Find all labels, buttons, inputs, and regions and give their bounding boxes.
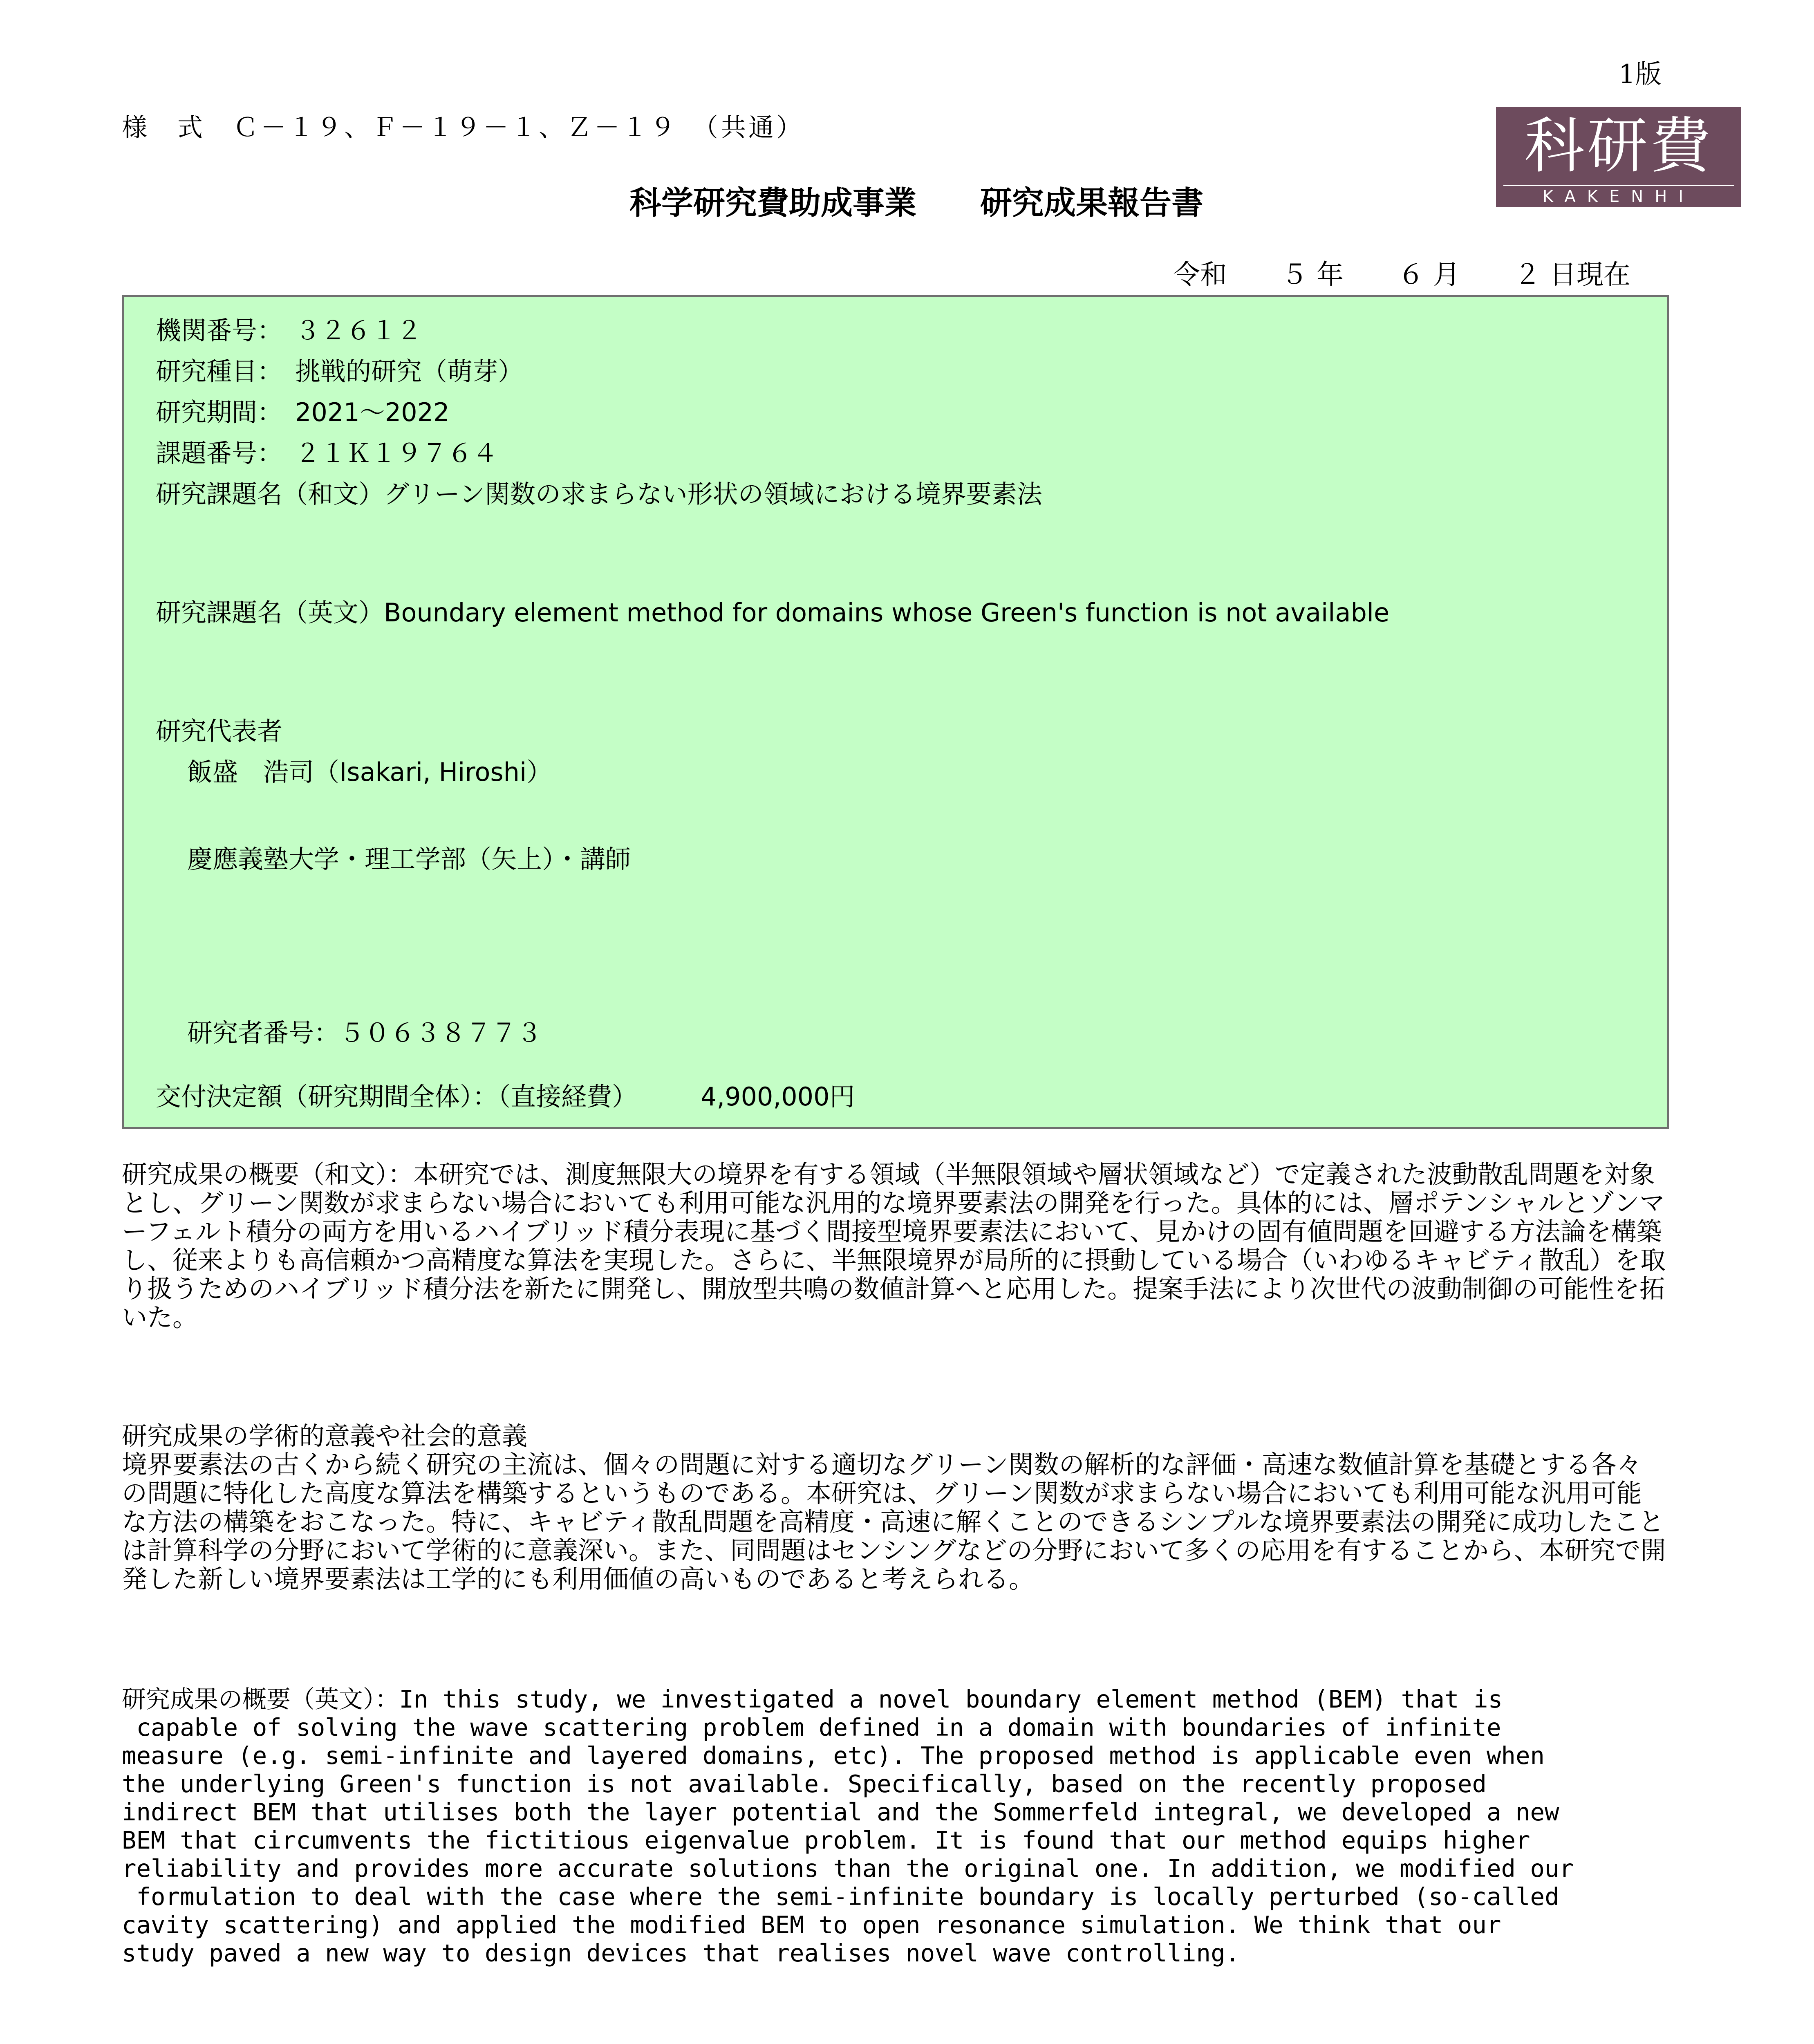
logo-sub-text: KAKENHI — [1503, 185, 1734, 205]
summary-english: 研究成果の概要（英文）：In this study, we investigated a novel boundary element method (BEM) that is capable of solving the wave scattering problem defined in a domain with boundaries of infinite measure (e.g. semi-infinite and layered domains, etc). The proposed method is applicable even when the underlying Green's function is not available. Specifically, based on the recently proposed indirect BEM that utilises both the layer potential and the Sommerfeld integral, we developed a new BEM that circumvents the fictitious eigenvalue problem. It is found that our method equips higher reliability and provides more accurate solutions than the original one. In addition, we modified our formulation to deal with the case where the semi-infinite boundary is locally perturbed (so-called cavity scattering) and applied the modified BEM to open resonance simulation. We think that our study paved a new way to design devices that realises novel wave controlling. — [122, 1685, 1574, 1967]
report-title: 科学研究費助成事業 研究成果報告書 — [629, 185, 1204, 222]
representative-label: 研究代表者 — [156, 716, 283, 746]
affiliation: 慶應義塾大学・理工学部（矢上）・講師 — [187, 844, 631, 874]
institution-number: 機関番号： ３２６１２ — [156, 316, 422, 345]
significance-section: 研究成果の学術的意義や社会的意義 境界要素法の古くから続く研究の主流は、個々の問題に対する適切なグリーン関数の解析的な評価・高速な数値計算を基礎とする各々の問題に特化した高度な算法を構築するというものである。本研究は、グリーン関数が求まらない場合においても利用可能な汎用可能な方法の構築をおこなった。特に、キャビティ散乱問題を高精度・高速に解くことのできるシンプルな境界要素法の開発に成功したことは計算科学の分野において学術的に意義深い。また、同問題はセンシングなどの分野において多くの応用を有することから、本研究で開発した新しい境界要素法は工学的にも利用価値の高いものであると考えられる。 — [122, 1421, 1666, 1594]
researcher-number: 研究者番号：５０６３８７７３ — [187, 1018, 542, 1048]
project-title-ja: 研究課題名（和文）グリーン関数の求まらない形状の領域における境界要素法 — [156, 479, 1042, 509]
summary-japanese: 研究成果の概要（和文）：本研究では、測度無限大の境界を有する領域（半無限領域や層状領域など）で定義された波動散乱問題を対象とし、グリーン関数が求まらない場合においても利用可能な汎用的な境界要素法の開発を行った。具体的には、層ポテンシャルとゾンマーフェルト積分の両方を用いるハイブリッド積分表現に基づく間接型境界要素法において、見かけの固有値問題を回避する方法論を構築し、従来よりも高信頼かつ高精度な算法を実現した。さらに、半無限境界が局所的に摂動している場合（いわゆるキャビティ散乱）を取り扱うためのハイブリッド積分法を新たに開発し、開放型共鳴の数値計算へと応用した。提案手法により次世代の波動制御の可能性を拓いた。 — [122, 1159, 1666, 1332]
form-label: 様 式 Ｃ－１９、Ｆ－１９－１、Ｚ－１９ （共通） — [122, 112, 804, 142]
research-type: 研究種目： 挑戦的研究（萌芽） — [156, 356, 524, 386]
project-info-box — [122, 295, 1669, 1129]
report-date: 令和 ５ 年 ６ 月 ２ 日現在 — [1173, 259, 1630, 290]
project-number: 課題番号： ２１Ｋ１９７６４ — [156, 438, 498, 468]
grant-amount: 交付決定額（研究期間全体）：（直接経費） 4,900,000円 — [156, 1082, 855, 1112]
research-period: 研究期間： 2021～2022 — [156, 397, 450, 427]
version-label: 1版 — [1619, 59, 1662, 90]
representative-name: 飯盛 浩司（Isakari, Hiroshi） — [187, 757, 552, 787]
logo-main-text: 科研費 — [1524, 111, 1713, 181]
project-title-en: 研究課題名（英文）Boundary element method for domains whose Green's function is not available — [156, 598, 1390, 628]
kakenhi-logo — [1496, 107, 1741, 207]
